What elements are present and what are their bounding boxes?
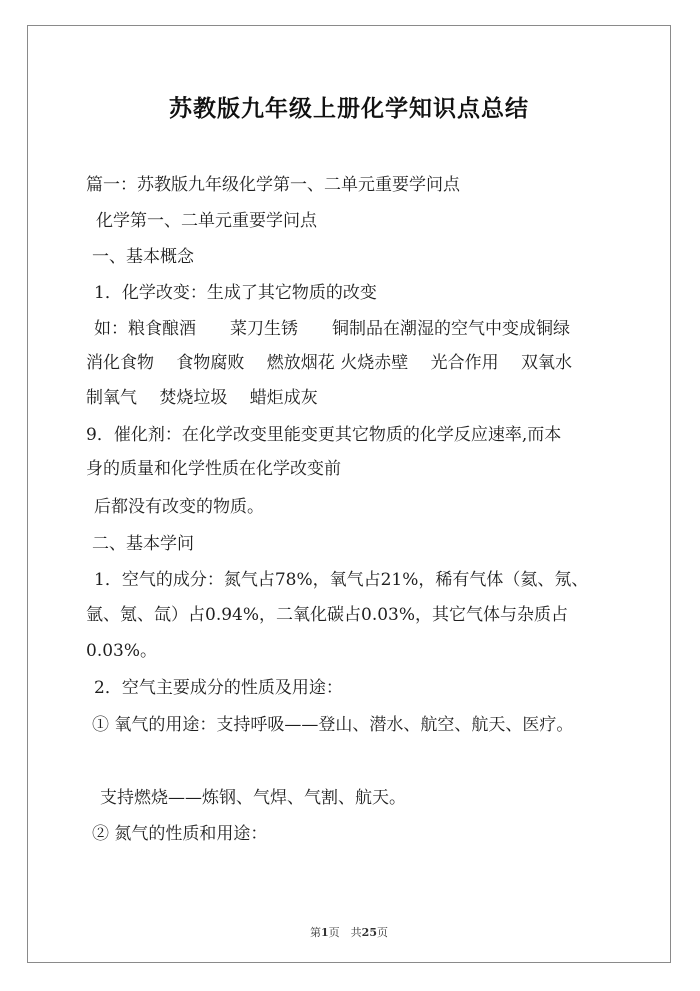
total-page-number: 25: [361, 926, 377, 939]
document-title: 苏教版九年级上册化学知识点总结: [169, 96, 529, 122]
current-page-number: 1: [321, 926, 329, 939]
text-line: 如：粮食酿酒 菜刀生锈 铜制品在潮湿的空气中变成铜绿: [94, 319, 570, 339]
text-line: 1．空气的成分：氮气占78%，氧气占21%，稀有气体（氦、氖、: [94, 570, 589, 590]
text-line: 身的质量和化学性质在化学改变前: [86, 459, 341, 479]
text-line: 0.03%。: [86, 641, 158, 661]
text-line: 化学第一、二单元重要学问点: [96, 211, 317, 231]
footer-prefix: 第: [310, 926, 322, 939]
text-line: 消化食物 食物腐败 燃放烟花 火烧赤壁 光合作用 双氧水: [86, 353, 573, 373]
text-line: ② 氮气的性质和用途：: [92, 824, 268, 844]
text-line: 1．化学改变：生成了其它物质的改变: [94, 283, 377, 303]
text-line: 氩、氪、氙）占0.94%，二氧化碳占0.03%，其它气体与杂质占: [86, 605, 569, 625]
footer-suffix: 页: [376, 926, 388, 939]
document-page: [27, 25, 671, 963]
footer-middle: 页 共: [328, 926, 362, 939]
text-line: 后都没有改变的物质。: [94, 497, 264, 517]
text-line: 支持燃烧——炼钢、气焊、气割、航天。: [100, 788, 406, 808]
text-line: 9．催化剂：在化学改变里能变更其它物质的化学反应速率,而本: [86, 425, 562, 445]
text-line: 一、基本概念: [92, 247, 194, 267]
text-line: 2．空气主要成分的性质及用途：: [94, 678, 343, 698]
text-line: 二、基本学问: [92, 534, 194, 554]
text-line: 制氧气 焚烧垃圾 蜡炬成灰: [86, 388, 318, 408]
text-line: 篇一：苏教版九年级化学第一、二单元重要学问点: [86, 175, 460, 195]
page-footer: [28, 924, 670, 940]
text-line: ① 氧气的用途：支持呼吸——登山、潜水、航空、航天、医疗。: [92, 715, 574, 735]
